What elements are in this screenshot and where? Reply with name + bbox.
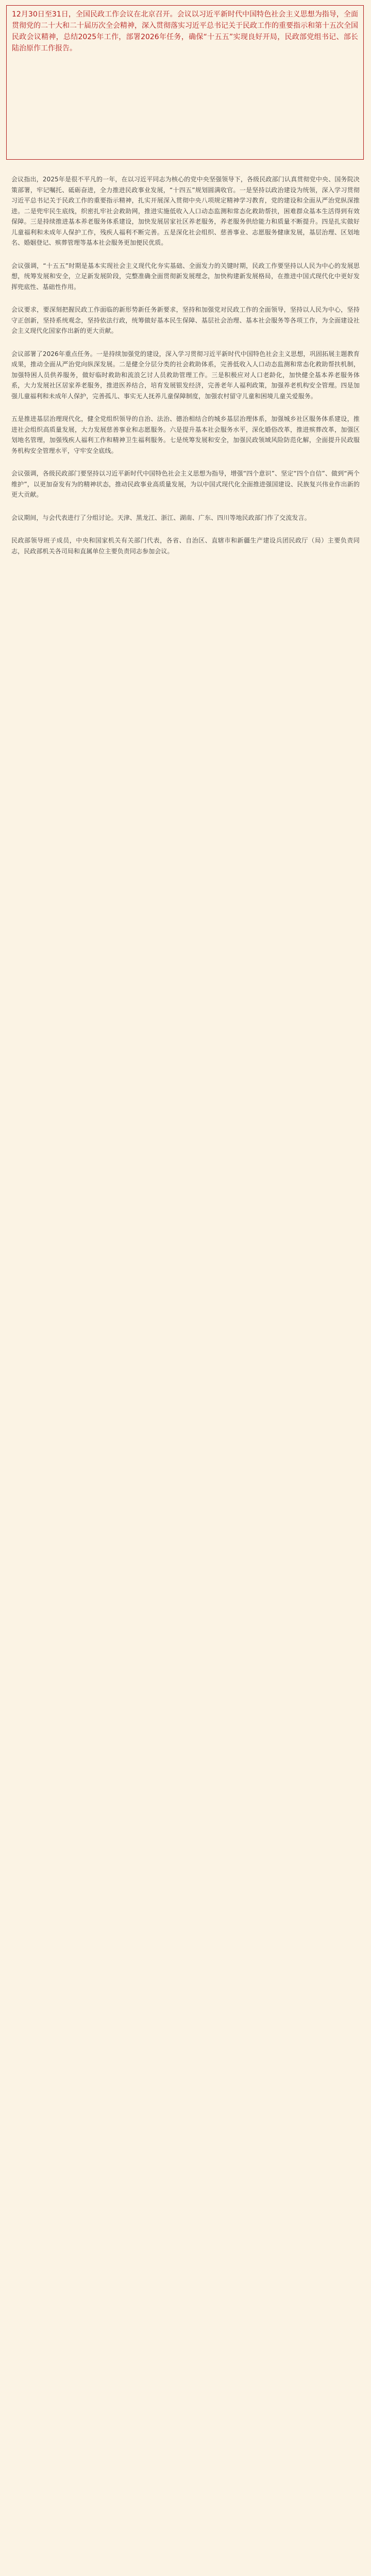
paragraph-1: 会议指出，2025年是很不平凡的一年，在以习近平同志为核心的党中央坚强领导下，各级民政部门认真贯彻党中央、国务院决策部署，牢记嘱托、砥砺奋进，全力推进民政事业发展，“十四五”规划圆满收官。一是坚持以政治建设为统领，深入学习贯彻习近平总书记关于民政工作的重要指示精神，扎实开展深入贯彻中央八项规定精神学习教育，党的建设和全面从严治党纵深推进。二是兜牢民生底线，织密扎牢社会救助网，推进实施低收入人口动态监测和常态化救助帮扶，困难群众基本生活得到有效保障。三是持续推进基本养老服务体系建设，加快发展居家社区养老服务，养老服务供给能力和质量不断提升。四是扎实做好儿童福利和未成年人保护工作，残疾人福利不断完善。五是深化社会组织、慈善事业、志愿服务健康发展，基层治理、区划地名、婚姻登记、殡葬管理等基本社会服务更加便民优质。 [11, 176, 360, 246]
paragraph-2: 会议强调，“十五五”时期是基本实现社会主义现代化夯实基础、全面发力的关键时期，民政工作要坚持以人民为中心的发展思想，统筹发展和安全，立足新发展阶段，完整准确全面贯彻新发展理念，加快构建新发展格局，在推进中国式现代化中更好发挥兜底性、基础性作用。 [11, 262, 360, 291]
paragraph-8: 民政部领导班子成员，中央和国家机关有关部门代表，各省、自治区、直辖市和新疆生产建设兵团民政厅（局）主要负责同志，民政部机关各司局和直属单位主要负责同志参加会议。 [11, 537, 360, 555]
paragraph-3: 会议要求，要深刻把握民政工作面临的新形势新任务新要求，坚持和加强党对民政工作的全面领导，坚持以人民为中心，坚持守正创新，坚持系统观念，坚持依法行政，统筹做好基本民生保障、基层社会治理、基本社会服务等各项工作，为全面建设社会主义现代化国家作出新的更大贡献。 [11, 306, 360, 334]
lead-summary-text: 12月30日至31日，全国民政工作会议在北京召开。会议以习近平新时代中国特色社会主义思想为指导，全面贯彻党的二十大和二十届历次全会精神，深入贯彻落实习近平总书记关于民政工作的重要指示和第十五次全国民政会议精神，总结2025年工作，部署2026年任务，确保“十五五”实现良好开局，民政部党组书记、部长陆治原作工作报告。 [12, 10, 358, 53]
lead-summary-box [6, 5, 364, 160]
paragraph-6: 会议强调，各级民政部门要坚持以习近平新时代中国特色社会主义思想为指导，增强“四个意识”、坚定“四个自信”、做到“两个维护”，以更加奋发有为的精神状态，推动民政事业高质量发展，为以中国式现代化全面推进强国建设、民族复兴伟业作出新的更大贡献。 [11, 470, 360, 498]
article-body [11, 174, 360, 569]
paragraph-7: 会议期间，与会代表进行了分组讨论。天津、黑龙江、浙江、湖南、广东、四川等地民政部门作了交流发言。 [11, 514, 311, 521]
paragraph-4: 会议部署了2026年重点任务。一是持续加强党的建设，深入学习贯彻习近平新时代中国特色社会主义思想，巩固拓展主题教育成果，推动全面从严治党向纵深发展。二是健全分层分类的社会救助体系，完善低收入人口动态监测和常态化救助帮扶机制，加强特困人员供养服务，做好临时救助和流浪乞讨人员救助管理工作。三是积极应对人口老龄化，加快健全基本养老服务体系，大力发展社区居家养老服务，推进医养结合，培育发展银发经济，完善老年人福利政策，加强养老机构安全管理。四是加强儿童福利和未成年人保护，完善孤儿、事实无人抚养儿童保障制度，加强农村留守儿童和困境儿童关爱服务。 [11, 350, 360, 400]
paragraph-5: 五是推进基层治理现代化，健全党组织领导的自治、法治、德治相结合的城乡基层治理体系，加强城乡社区服务体系建设，推进社会组织高质量发展，大力发展慈善事业和志愿服务。六是提升基本社会服务水平，深化婚俗改革，推进殡葬改革，加强区划地名管理，加强残疾人福利工作和精神卫生福利服务。七是统筹发展和安全，加强民政领域风险防范化解，全面提升民政服务机构安全管理水平，守牢安全底线。 [11, 415, 360, 454]
